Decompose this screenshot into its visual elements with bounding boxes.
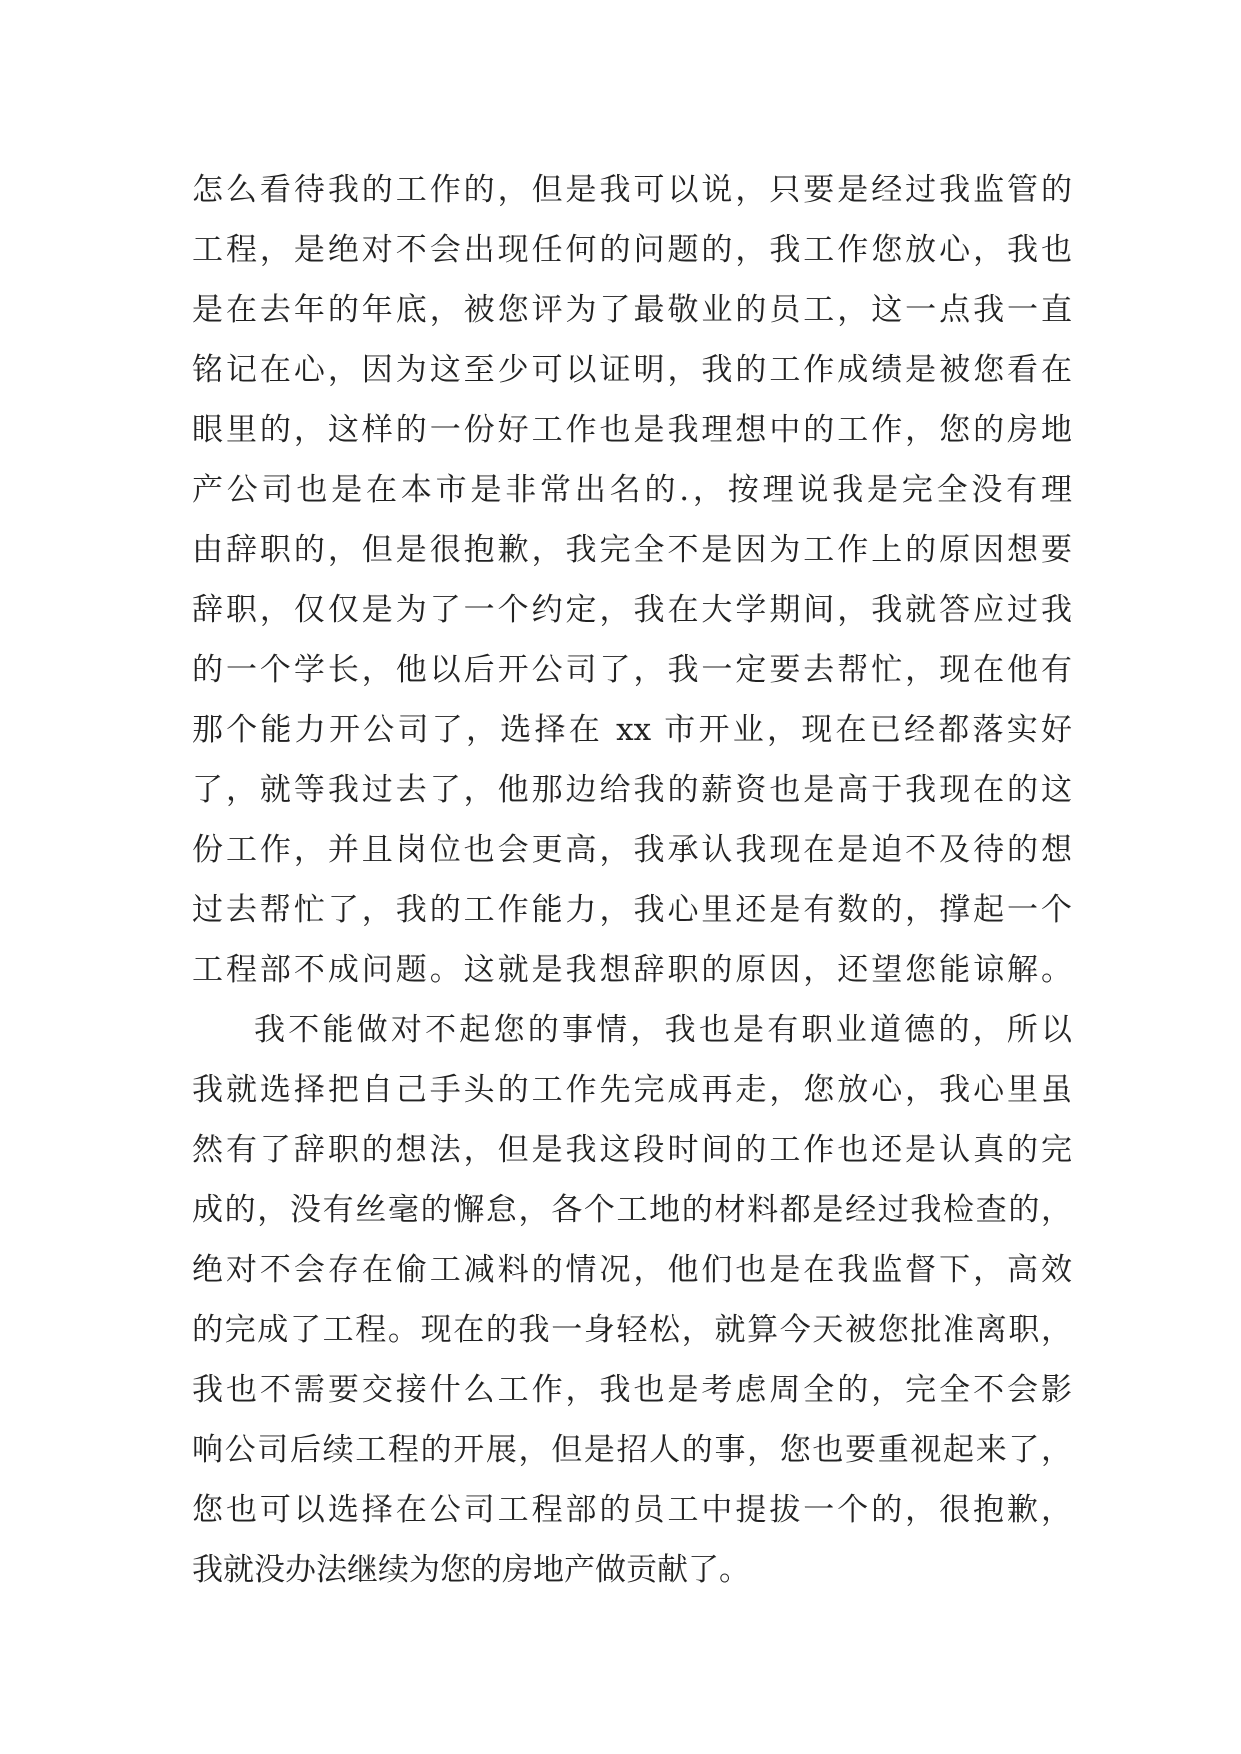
text-line: 过去帮忙了，我的工作能力，我心里还是有数的，撑起一个 — [192, 892, 1072, 928]
text-line: 眼里的，这样的一份好工作也是我理想中的工作，您的房地 — [192, 412, 1072, 448]
text-line: 由辞职的，但是很抱歉，我完全不是因为工作上的原因想要 — [192, 532, 1072, 568]
text-line: 工程，是绝对不会出现任何的问题的，我工作您放心，我也 — [192, 232, 1072, 268]
text-line: 的一个学长，他以后开公司了，我一定要去帮忙，现在他有 — [192, 652, 1072, 688]
text-line: 您也可以选择在公司工程部的员工中提拔一个的，很抱歉， — [192, 1492, 1072, 1528]
text-line: 的完成了工程。现在的我一身轻松，就算今天被您批准离职， — [192, 1312, 1072, 1348]
text-line: 我也不需要交接什么工作，我也是考虑周全的，完全不会影 — [192, 1372, 1072, 1408]
text-line: 份工作，并且岗位也会更高，我承认我现在是迫不及待的想 — [192, 832, 1072, 868]
text-line: 绝对不会存在偷工减料的情况，他们也是在我监督下，高效 — [192, 1252, 1072, 1288]
document-body — [192, 160, 1072, 1600]
text-line: 产公司也是在本市是非常出名的.，按理说我是完全没有理 — [192, 472, 1072, 508]
text-line: 辞职，仅仅是为了一个约定，我在大学期间，我就答应过我 — [192, 592, 1072, 628]
text-line: 了，就等我过去了，他那边给我的薪资也是高于我现在的这 — [192, 772, 1072, 808]
text-line: 成的，没有丝毫的懈怠，各个工地的材料都是经过我检查的， — [192, 1192, 1072, 1228]
text-line: 我就选择把自己手头的工作先完成再走，您放心，我心里虽 — [192, 1072, 1072, 1108]
text-line: 响公司后续工程的开展，但是招人的事，您也要重视起来了， — [192, 1432, 1072, 1468]
text-line: 怎么看待我的工作的，但是我可以说，只要是经过我监管的 — [192, 172, 1072, 208]
text-line: 铭记在心，因为这至少可以证明，我的工作成绩是被您看在 — [192, 352, 1072, 388]
text-line: 那个能力开公司了，选择在 xx 市开业，现在已经都落实好 — [192, 712, 1072, 748]
text-line: 工程部不成问题。这就是我想辞职的原因，还望您能谅解。 — [192, 952, 1072, 988]
paragraph-last-line: 我就没办法继续为您的房地产做贡献了。 — [192, 1552, 750, 1588]
text-line: 是在去年的年底，被您评为了最敬业的员工，这一点我一直 — [192, 292, 1072, 328]
text-line: 然有了辞职的想法，但是我这段时间的工作也还是认真的完 — [192, 1132, 1072, 1168]
paragraph-first-line: 我不能做对不起您的事情，我也是有职业道德的，所以 — [254, 1012, 1072, 1048]
